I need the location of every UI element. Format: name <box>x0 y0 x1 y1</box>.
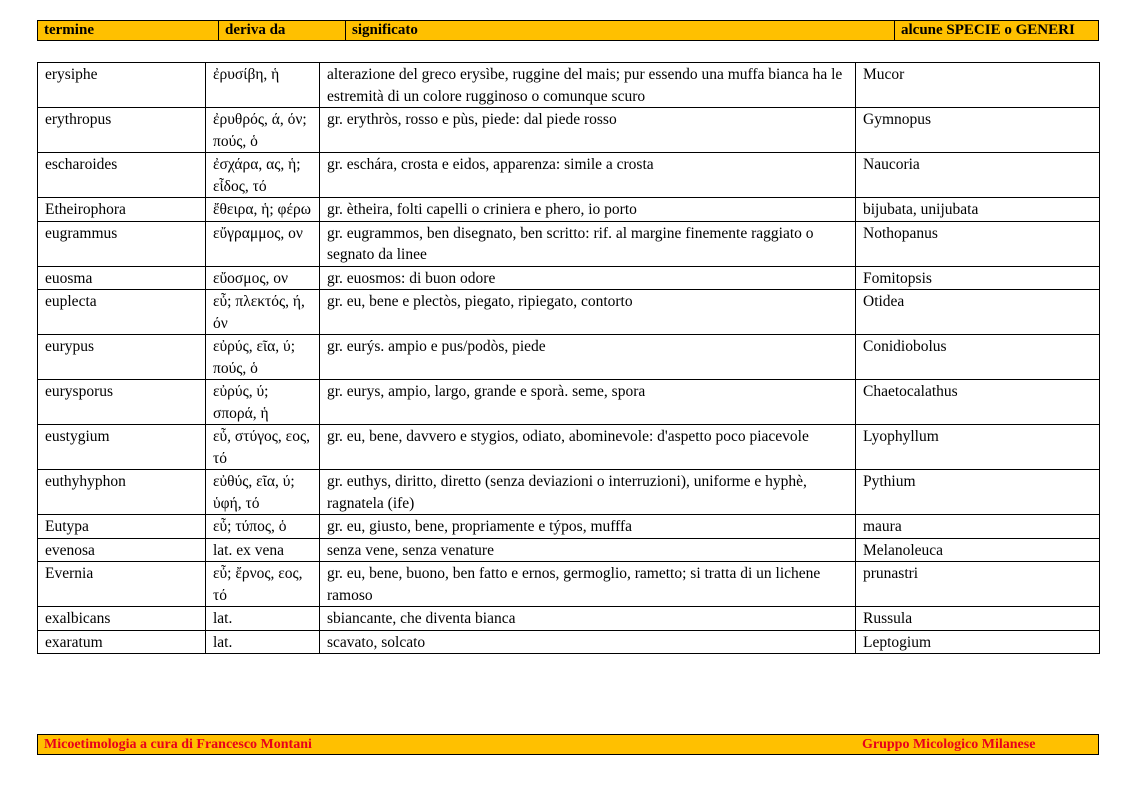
cell-significato: gr. eu, bene, davvero e stygios, odiato, abominevole: d'aspetto poco piacevole <box>320 425 856 470</box>
cell-deriva-da: εὐρύς, εῖα, ύ; πούς, ὁ <box>206 335 320 380</box>
cell-specie: Chaetocalathus <box>856 380 1100 425</box>
table-row <box>38 425 1100 470</box>
cell-specie: Leptogium <box>856 630 1100 654</box>
cell-termine: Evernia <box>38 562 206 607</box>
header-significato: significato <box>346 21 895 40</box>
cell-termine: erysiphe <box>38 63 206 108</box>
table-row <box>38 290 1100 335</box>
cell-significato: gr. euosmos: di buon odore <box>320 266 856 290</box>
cell-deriva-da: ἐρυσίβη, ἡ <box>206 63 320 108</box>
cell-deriva-da: lat. <box>206 607 320 631</box>
cell-specie: Russula <box>856 607 1100 631</box>
cell-deriva-da: ἐρυθρός, ά, όν; πούς, ὁ <box>206 108 320 153</box>
cell-significato: scavato, solcato <box>320 630 856 654</box>
column-header-band <box>37 20 1099 41</box>
cell-termine: exaratum <box>38 630 206 654</box>
table-row <box>38 470 1100 515</box>
table-row <box>38 266 1100 290</box>
cell-deriva-da: εὖ; πλεκτός, ή, όν <box>206 290 320 335</box>
cell-deriva-da: εὔοσμος, ον <box>206 266 320 290</box>
cell-deriva-da: εὔγραμμος, ον <box>206 221 320 266</box>
table-row <box>38 221 1100 266</box>
cell-significato: gr. ètheira, folti capelli o criniera e phero, io porto <box>320 198 856 222</box>
table-row <box>38 380 1100 425</box>
cell-significato: gr. eschára, crosta e eidos, apparenza: simile a crosta <box>320 153 856 198</box>
cell-termine: euosma <box>38 266 206 290</box>
cell-specie: Nothopanus <box>856 221 1100 266</box>
cell-deriva-da: ἐσχάρα, ας, ἡ; εἶδος, τό <box>206 153 320 198</box>
table-row <box>38 630 1100 654</box>
cell-termine: eustygium <box>38 425 206 470</box>
table-row <box>38 63 1100 108</box>
cell-specie: bijubata, unijubata <box>856 198 1100 222</box>
cell-significato: gr. erythròs, rosso e pùs, piede: dal piede rosso <box>320 108 856 153</box>
table-row <box>38 515 1100 539</box>
cell-deriva-da: εὐρύς, ύ; σπορά, ἡ <box>206 380 320 425</box>
cell-termine: exalbicans <box>38 607 206 631</box>
cell-significato: senza vene, senza venature <box>320 538 856 562</box>
cell-specie: Pythium <box>856 470 1100 515</box>
cell-termine: eugrammus <box>38 221 206 266</box>
cell-deriva-da: εὖ; ἔρνος, εος, τό <box>206 562 320 607</box>
cell-significato: gr. euthys, diritto, diretto (senza deviazioni o interruzioni), uniforme e hyphè, ragnatela (ife) <box>320 470 856 515</box>
table-row <box>38 153 1100 198</box>
cell-significato: gr. eurys, ampio, largo, grande e sporà. seme, spora <box>320 380 856 425</box>
cell-specie: prunastri <box>856 562 1100 607</box>
cell-termine: escharoides <box>38 153 206 198</box>
cell-significato: gr. eugrammos, ben disegnato, ben scritto: rif. al margine finemente raggiato o segnato da linee <box>320 221 856 266</box>
cell-specie: Conidiobolus <box>856 335 1100 380</box>
table-row <box>38 538 1100 562</box>
footer-organization: Gruppo Micologico Milanese <box>862 737 1036 752</box>
cell-specie: Naucoria <box>856 153 1100 198</box>
cell-termine: euthyhyphon <box>38 470 206 515</box>
cell-termine: erythropus <box>38 108 206 153</box>
cell-specie: Lyophyllum <box>856 425 1100 470</box>
cell-significato: gr. eu, bene e plectòs, piegato, ripiegato, contorto <box>320 290 856 335</box>
table-row <box>38 607 1100 631</box>
table-row <box>38 335 1100 380</box>
table-row <box>38 562 1100 607</box>
cell-specie: maura <box>856 515 1100 539</box>
cell-deriva-da: εὖ; τύπος, ὁ <box>206 515 320 539</box>
cell-termine: eurysporus <box>38 380 206 425</box>
cell-significato: sbiancante, che diventa bianca <box>320 607 856 631</box>
glossary-table <box>37 62 1100 654</box>
footer-credit: Micoetimologia a cura di Francesco Montani <box>44 737 312 752</box>
cell-specie: Gymnopus <box>856 108 1100 153</box>
header-specie: alcune SPECIE o GENERI <box>901 22 1075 38</box>
header-deriva-da: deriva da <box>219 21 346 40</box>
cell-specie: Melanoleuca <box>856 538 1100 562</box>
cell-termine: euplecta <box>38 290 206 335</box>
cell-termine: Etheirophora <box>38 198 206 222</box>
cell-deriva-da: εὐθύς, εῖα, ύ; ὑφή, τό <box>206 470 320 515</box>
cell-significato: gr. eu, giusto, bene, propriamente e týpos, mufffa <box>320 515 856 539</box>
header-termine: termine <box>38 21 219 40</box>
cell-termine: eurypus <box>38 335 206 380</box>
cell-deriva-da: lat. ex vena <box>206 538 320 562</box>
cell-termine: Eutypa <box>38 515 206 539</box>
table-row <box>38 108 1100 153</box>
cell-specie: Fomitopsis <box>856 266 1100 290</box>
footer-band <box>37 734 1099 755</box>
cell-specie: Mucor <box>856 63 1100 108</box>
cell-deriva-da: lat. <box>206 630 320 654</box>
cell-significato: alterazione del greco erysìbe, ruggine del mais; pur essendo una muffa bianca ha le estremità di un colore rugginoso o comunque scuro <box>320 63 856 108</box>
cell-termine: evenosa <box>38 538 206 562</box>
cell-deriva-da: ἔθειρα, ἡ; φέρω <box>206 198 320 222</box>
cell-deriva-da: εὖ, στύγος, εος, τό <box>206 425 320 470</box>
table-row <box>38 198 1100 222</box>
cell-specie: Otidea <box>856 290 1100 335</box>
cell-significato: gr. eurýs. ampio e pus/podòs, piede <box>320 335 856 380</box>
cell-significato: gr. eu, bene, buono, ben fatto e ernos, germoglio, rametto; si tratta di un lichene ramoso <box>320 562 856 607</box>
